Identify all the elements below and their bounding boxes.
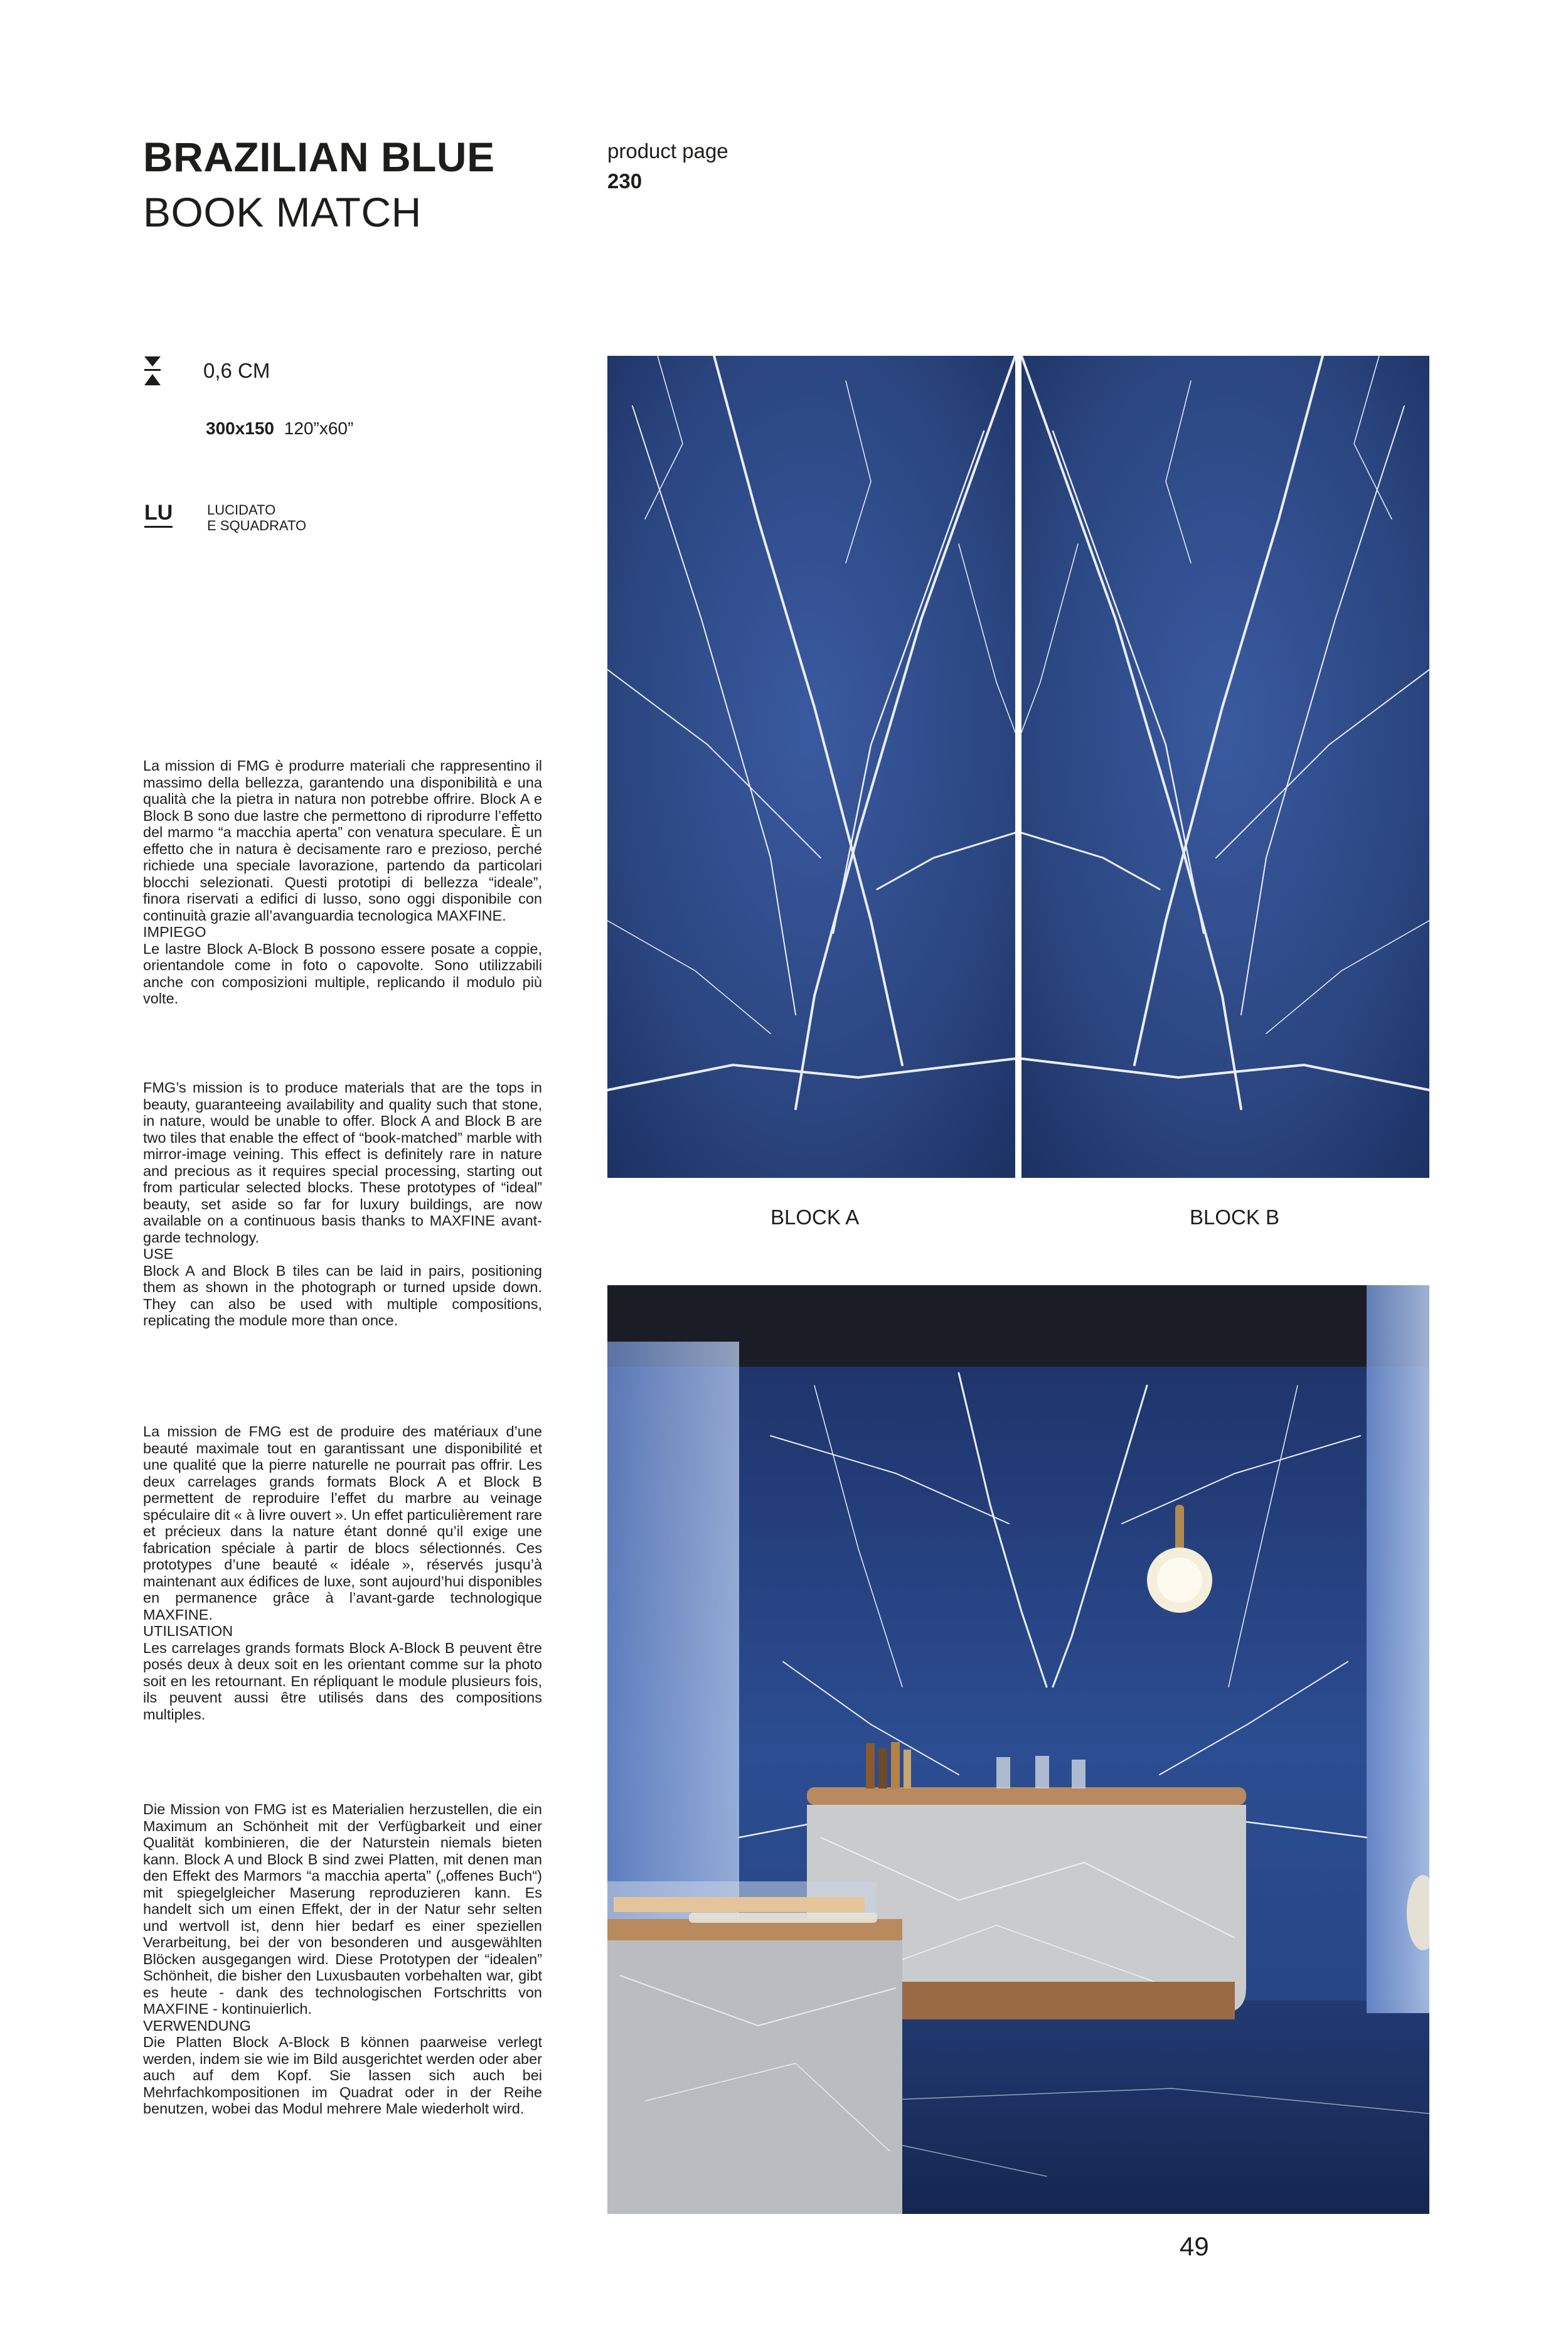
english-heading: USE [143,1246,174,1262]
german-body: Die Mission von FMG ist es Materialien herzustellen, die ein Maximum an Schönheit mit der Verfügbarkeit und einer Qualität kombinieren, die der Naturstein niemals bieten kann. Block A und Block B sind zwei Platten, mit denen man den Effekt des Marmors “a macchia aperta” („offenes Buch“) mit spiegelgleicher Maserung reproduzieren kann. Es handelt sich um einen Effekt, der in der Natur sehr selten und wertvoll ist, denn hier bedarf es einer speziellen Verarbeitung, bei der von besonderen und ausgewählten Blöcken ausgegangen wird. Diese Prototypen der “idealen” Schönheit, die bisher den Luxusbauten vorbehalten war, gibt es heute - dank des technologischen Fortschritts von MAXFINE - kontinuierlich. [143,1801,542,2017]
text-italian [143,757,542,1007]
english-body: FMG’s mission is to produce materials that are the tops in beauty, guaranteeing availability and quality such that stone, in nature, would be unable to offer. Block A and Block B are two tiles that enable the effect of “book-matched” marble with mirror-image veining. This effect is definitely rare in nature and precious as it requires special processing, starting out from particular selected blocks. These prototypes of “ideal” beauty, set aside so far for luxury buildings, are now available on a continuous basis thanks to MAXFINE avant-garde technology. [143,1079,542,1246]
english-usage: Block A and Block B tiles can be laid in pairs, positioning them as shown in the photograph or turned upside down. They can also be used with multiple compositions, replicating the module more than once. [143,1262,542,1328]
block-b-slab-image [1021,356,1429,1178]
french-usage: Les carrelages grands formats Block A-Block B peuvent être posés deux à deux soit en les orientant comme sur la photo soit en les retournant. En répliquant le module plusieurs fois, ils peuvent aussi être utilisés dans des compositions multiples. [143,1639,542,1723]
thickness-value: 0,6 CM [203,359,270,382]
size-metric: 300x150 [206,419,275,438]
page-number: 49 [1180,2232,1209,2261]
product-page-number: 230 [607,169,643,193]
interior-photo [607,1285,1429,2214]
italian-body: La mission di FMG è produrre materiali che rappresentino il massimo della bellezza, garantendo una disponibilità e una qualità che la pietra in natura non potrebbe offrire. Block A e Block B sono due lastre che permettono di riprodurre l’effetto del marmo “a macchia aperta” con venatura speculare. È un effetto che in natura è decisamente raro e prezioso, perché richiede una speciale lavorazione, partendo da particolari blocchi selezionati. Questi prototipi di bellezza “ideale”, finora riservati a edifici di lusso, sono oggi disponibile con continuità grazie all’avanguardia tecnologica MAXFINE. [143,757,542,924]
product-page-label: product page [607,139,728,163]
french-body: La mission de FMG est de produire des matériaux d’une beauté maximale tout en garantissant une disponibilité et une qualité que la pierre naturelle ne pourrait pas offrir. Les deux carrelages grands formats Block A et Block B permettent de reproduire l’effet du marbre au veinage spéculaire dit « à livre ouvert ». Un effet particulièrement rare et précieux dans la nature étant donné qu’il exige une fabrication spéciale à partir de blocs sélectionnés. Ces prototypes d’une beauté « idéale », réservés jusqu’à maintenant aux édifices de luxe, sont aujourd’hui disponibles en permanence grâce à l’avant-garde technologique MAXFINE. [143,1423,542,1623]
italian-heading: IMPIEGO [143,924,206,940]
block-a-label: BLOCK A [771,1205,860,1229]
text-german [143,1801,542,2117]
product-title: BRAZILIAN BLUE [143,134,495,180]
block-a-slab-image [607,356,1015,1178]
size-imperial: 120”x60” [284,419,354,438]
text-english [143,1079,542,1329]
lucidato-finish-icon: LU [144,501,173,528]
german-usage: Die Platten Block A-Block B können paarweise verlegt werden, indem sie wie im Bild ausgerichtet werden oder aber auch auf dem Kopf. Sie lassen sich auch bei Mehrfachkompositionen im Quadrat oder in der Reihe benutzen, wobei das Modul mehrere Male wiederholt wird. [143,2034,542,2117]
french-heading: UTILISATION [143,1623,233,1639]
product-subtitle: BOOK MATCH [143,189,422,235]
finish-line-2: E SQUADRATO [207,518,307,533]
thickness-icon [143,355,162,387]
german-heading: VERWENDUNG [143,2017,251,2034]
text-french [143,1423,542,1723]
size-value [206,419,353,439]
block-b-label: BLOCK B [1190,1205,1280,1229]
finish-description [207,502,306,533]
finish-line-1: LUCIDATO [207,502,276,518]
italian-usage: Le lastre Block A-Block B possono essere posate a coppie, orientandole come in foto o capovolte. Sono utilizzabili anche con composizioni multiple, replicando il modulo più volte. [143,940,542,1007]
